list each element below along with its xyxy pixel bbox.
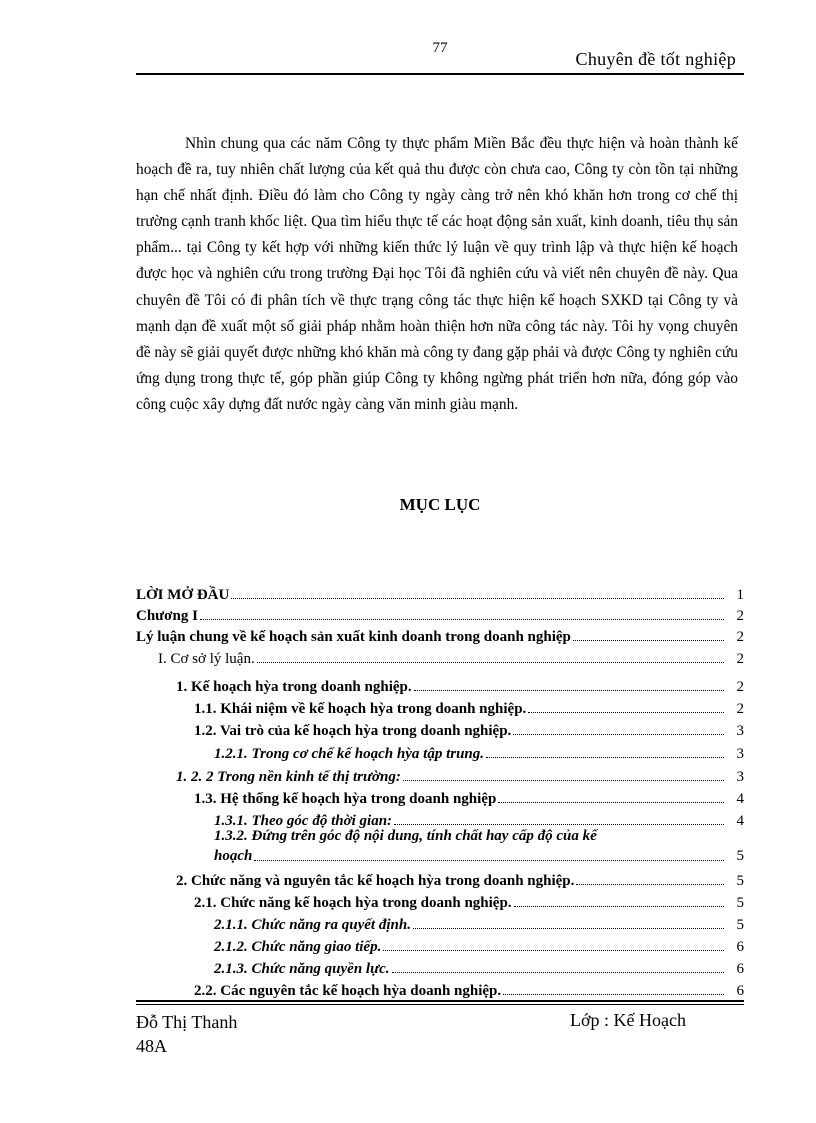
- toc-entry-title: 2.1.2. Chức năng giao tiếp.: [214, 939, 382, 955]
- toc-leader: [513, 734, 724, 735]
- toc-entry-page: 4: [736, 813, 744, 829]
- header-rule: [136, 73, 744, 75]
- toc-entry-page: 2: [736, 651, 744, 667]
- toc-leader: [486, 757, 724, 758]
- toc-leader: [254, 860, 724, 861]
- page-number: 77: [432, 40, 448, 56]
- toc-entry[interactable]: [136, 978, 744, 1000]
- toc-leader: [392, 972, 725, 973]
- toc-entry-page: 5: [736, 848, 744, 864]
- toc-entry-page: 3: [736, 723, 744, 739]
- toc-entry[interactable]: [136, 912, 744, 934]
- toc-entry-page: 3: [736, 746, 744, 762]
- toc-entry[interactable]: [136, 646, 744, 668]
- toc-leader: [503, 994, 724, 995]
- toc-leader: [413, 928, 724, 929]
- toc-entry-title: 1.3.2. Đứng trên góc độ nội dung, tính chất hay cấp độ của kế: [214, 828, 597, 844]
- toc-leader: [498, 802, 724, 803]
- author-class-code: 48A: [136, 1036, 167, 1056]
- toc-entry[interactable]: [136, 764, 744, 786]
- toc-entry-page: 1: [736, 587, 744, 603]
- toc-entry-title: 1.2. Vai trò của kế hoạch hỳa trong doanh nghiệp.: [194, 723, 512, 739]
- toc-entry-page: 6: [736, 961, 744, 977]
- toc-entry-title: 1.3.1. Theo góc độ thời gian:: [214, 813, 393, 829]
- toc-leader: [576, 884, 724, 885]
- toc-entry-page: 5: [736, 917, 744, 933]
- toc-entry-page: 2: [736, 701, 744, 717]
- toc-entry[interactable]: [136, 624, 744, 646]
- toc-entry-page: 2: [736, 629, 744, 645]
- toc-entry-page: 5: [736, 895, 744, 911]
- footer-class: Lớp : Kế Hoạch: [570, 1010, 686, 1030]
- toc-entry-page: 2: [736, 679, 744, 695]
- toc-entry[interactable]: [136, 868, 744, 890]
- toc-entry-title: Lý luận chung về kế hoạch sản xuất kinh doanh trong doanh nghiệp: [136, 629, 571, 645]
- toc-entry-page: 5: [736, 873, 744, 889]
- toc-entry[interactable]: [136, 956, 744, 978]
- footer-rule: [136, 1000, 744, 1002]
- toc-entry-title: 2.1.3. Chức năng quyền lực.: [214, 961, 390, 977]
- toc-entry-title: 1. Kế hoạch hỳa trong doanh nghiệp.: [176, 679, 412, 695]
- toc-entry[interactable]: [136, 934, 744, 956]
- toc-entry-title: 2.2. Các nguyên tắc kế hoạch hỳa doanh nghiệp.: [194, 983, 502, 999]
- toc-entry[interactable]: [136, 603, 744, 625]
- toc-entry-title: 1.3. Hệ thống kế hoạch hỳa trong doanh nghiệp: [194, 791, 497, 807]
- toc-entry-page: 3: [736, 769, 744, 785]
- toc-entry-title: 1.1. Khái niệm về kế hoạch hỳa trong doanh nghiệp.: [194, 701, 527, 717]
- toc-leader: [403, 780, 724, 781]
- toc-entry-title: 2.1.1. Chức năng ra quyết định.: [214, 917, 411, 933]
- toc-entry-title-continued: hoạch: [214, 848, 253, 864]
- toc-entry-page: 6: [736, 983, 744, 999]
- toc-leader: [394, 824, 724, 825]
- toc-entry[interactable]: [136, 718, 744, 740]
- toc-entry-title: 2. Chức năng và nguyên tắc kế hoạch hỳa trong doanh nghiệp.: [176, 873, 575, 889]
- toc-entry-title: I. Cơ sở lý luận.: [158, 651, 255, 667]
- toc-leader: [383, 950, 724, 951]
- toc-entry[interactable]: [136, 826, 744, 866]
- toc-heading: MỤC LỤC: [399, 495, 481, 514]
- toc-entry-title: 1. 2. 2 Trong nền kinh tế thị trường:: [176, 769, 401, 785]
- toc-leader: [528, 712, 724, 713]
- toc-leader: [514, 906, 724, 907]
- body-paragraph: Nhìn chung qua các năm Công ty thực phẩm Miền Bắc đều thực hiện và hoàn thành kế hoạch đề ra, tuy nhiên chất lượng của kết quả thu được còn chưa cao, Công ty còn tồn tại những hạn chế nhất định. Điều đó làm cho Công ty ngày càng trở nên khó khăn hơn trong cơ chế thị trường cạnh tranh khốc liệt. Qua tìm hiểu thực tế các hoạt động sản xuất, kinh doanh, tiêu thụ sản phẩm... tại Công ty kết hợp với những kiến thức lý luận về quy trình lập và thực hiện kế hoạch được học và nghiên cứu trong trường Đại học Tôi đã nghiên cứu và viết nên chuyên đề này. Qua chuyên đề Tôi có đi phân tích về thực trạng công tác thực hiện kế hoạch SXKD tại Công ty và mạnh dạn đề xuất một số giải pháp nhằm hoàn thiện hơn nữa công tác này. Tôi hy vọng chuyên đề này sẽ giải quyết được những khó khăn mà công ty đang gặp phải và được Công ty nghiên cứu ứng dụng trong thực tế, góp phần giúp Công ty không ngừng phát triển hơn nữa, đóng góp vào công cuộc xây dựng đất nước ngày càng văn minh giàu mạnh.: [136, 135, 738, 413]
- footer-rule: [136, 1004, 744, 1005]
- toc-entry[interactable]: [136, 582, 744, 604]
- toc-entry-page: 2: [736, 608, 744, 624]
- author-name: Đỗ Thị Thanh: [136, 1012, 238, 1032]
- toc-leader: [414, 690, 724, 691]
- toc-leader: [231, 598, 724, 599]
- toc-entry[interactable]: [136, 786, 744, 808]
- toc-leader: [200, 619, 724, 620]
- toc-entry-title: 2.1. Chức năng kế hoạch hỳa trong doanh nghiệp.: [194, 895, 512, 911]
- toc-entry-title: 1.2.1. Trong cơ chế kế hoạch hỳa tập trung.: [214, 746, 485, 762]
- footer-author: [136, 1010, 237, 1058]
- toc-entry[interactable]: [136, 696, 744, 718]
- toc-entry-title: Chương I: [136, 608, 198, 624]
- toc-leader: [257, 662, 724, 663]
- toc-entry-page: 6: [736, 939, 744, 955]
- toc-entry-page: 4: [736, 791, 744, 807]
- toc-entry[interactable]: [136, 890, 744, 912]
- toc-entry[interactable]: [136, 741, 744, 763]
- toc-entry[interactable]: [136, 674, 744, 696]
- document-header-title: Chuyên đề tốt nghiệp: [575, 49, 736, 69]
- toc-leader: [573, 640, 724, 641]
- toc-entry-title: LỜI MỞ ĐẦU: [136, 587, 230, 603]
